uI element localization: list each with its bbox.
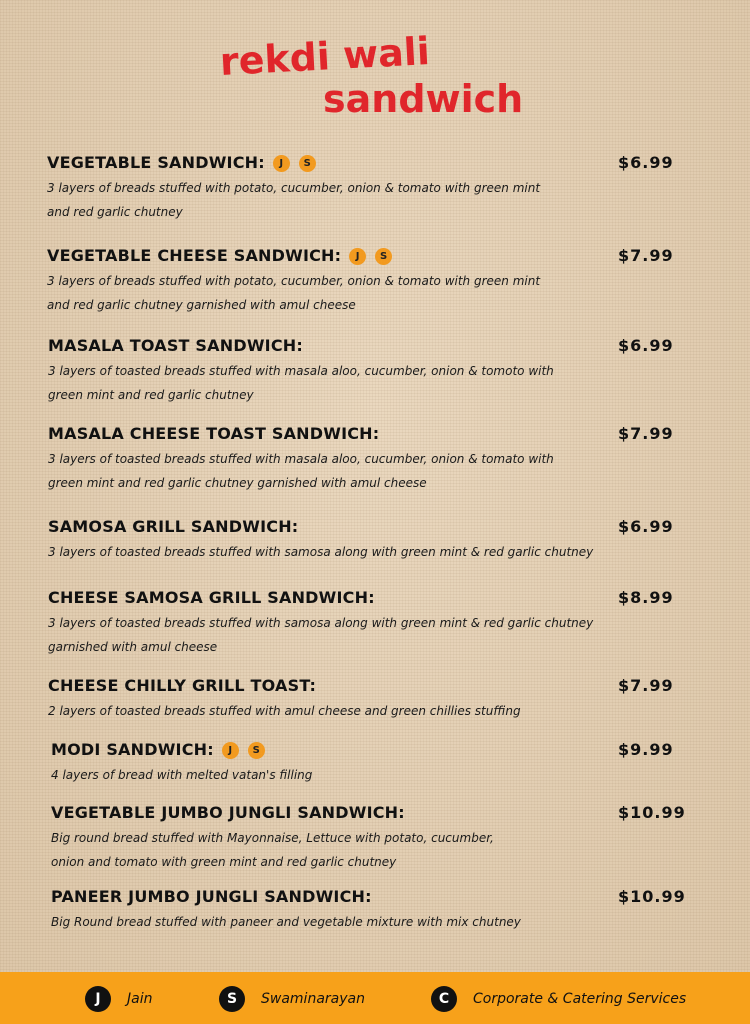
description-line: onion and tomato with green mint and red garlic chutney xyxy=(51,855,397,869)
menu-item xyxy=(48,424,688,495)
title-line-1: rekdi wali xyxy=(218,29,431,84)
item-name xyxy=(48,424,688,444)
jain-icon: J xyxy=(85,986,111,1012)
item-name-text: SAMOSA GRILL SANDWICH: xyxy=(48,517,299,536)
jain-badge-icon: J xyxy=(273,155,290,172)
legend-label: Swaminarayan xyxy=(261,991,365,1007)
item-price: $6.99 xyxy=(618,153,674,172)
item-description xyxy=(48,540,638,564)
description-line: 2 layers of toasted breads stuffed with amul cheese and green chillies stuffing xyxy=(48,704,521,718)
menu-item xyxy=(48,588,688,659)
item-name xyxy=(48,676,688,696)
item-price: $10.99 xyxy=(618,887,686,906)
description-line: garnished with amul cheese xyxy=(48,640,218,654)
item-name-text: MASALA CHEESE TOAST SANDWICH: xyxy=(48,424,380,443)
swaminarayan-badge-icon: S xyxy=(248,742,265,759)
legend-jain xyxy=(85,986,152,1012)
item-name-text: CHEESE CHILLY GRILL TOAST: xyxy=(48,676,317,695)
item-name xyxy=(48,517,688,537)
item-name xyxy=(47,246,688,266)
swaminarayan-badge-icon: S xyxy=(299,155,316,172)
item-name-text: MODI SANDWICH: xyxy=(51,740,214,759)
legend-label: Jain xyxy=(127,991,153,1007)
description-line: 4 layers of bread with melted vatan's filling xyxy=(51,768,313,782)
item-name-text: VEGETABLE JUMBO JUNGLI SANDWICH: xyxy=(51,803,405,822)
item-description xyxy=(47,269,637,317)
menu-item xyxy=(47,246,688,317)
swaminarayan-badge-icon: S xyxy=(375,248,392,265)
menu-item xyxy=(47,153,688,224)
jain-badge-icon: J xyxy=(222,742,239,759)
catering-icon: C xyxy=(431,986,457,1012)
description-line: Big round bread stuffed with Mayonnaise, Lettuce with potato, cucumber, xyxy=(51,831,494,845)
legend-label: Corporate & Catering Services xyxy=(473,991,687,1007)
item-name xyxy=(51,887,688,907)
item-description xyxy=(48,611,638,659)
item-name-text: VEGETABLE CHEESE SANDWICH: xyxy=(47,246,342,265)
item-name xyxy=(51,740,688,760)
description-line: 3 layers of toasted breads stuffed with masala aloo, cucumber, onion & tomoto with xyxy=(48,364,554,378)
item-description xyxy=(47,176,637,224)
description-line: green mint and red garlic chutney xyxy=(48,388,254,402)
item-name-text: CHEESE SAMOSA GRILL SANDWICH: xyxy=(48,588,375,607)
item-description xyxy=(48,359,638,407)
item-name xyxy=(47,153,688,173)
description-line: 3 layers of toasted breads stuffed with masala aloo, cucumber, onion & tomato with xyxy=(48,452,554,466)
swaminarayan-icon: S xyxy=(219,986,245,1012)
item-name xyxy=(48,336,688,356)
item-name-text: MASALA TOAST SANDWICH: xyxy=(48,336,303,355)
menu-item xyxy=(48,676,688,723)
item-price: $7.99 xyxy=(618,676,674,695)
description-line: Big Round bread stuffed with paneer and vegetable mixture with mix chutney xyxy=(51,915,521,929)
legend-swaminarayan xyxy=(219,986,365,1012)
item-description xyxy=(48,447,638,495)
item-price: $9.99 xyxy=(618,740,674,759)
item-price: $8.99 xyxy=(618,588,674,607)
item-description xyxy=(48,699,638,723)
description-line: 3 layers of toasted breads stuffed with samosa along with green mint & red garlic chutney xyxy=(48,545,594,559)
menu-item xyxy=(48,517,688,564)
item-price: $7.99 xyxy=(618,246,674,265)
item-price: $7.99 xyxy=(618,424,674,443)
legend-bar xyxy=(0,972,750,1024)
item-name-text: PANEER JUMBO JUNGLI SANDWICH: xyxy=(51,887,372,906)
description-line: green mint and red garlic chutney garnished with amul cheese xyxy=(48,476,427,490)
description-line: 3 layers of breads stuffed with potato, cucumber, onion & tomato with green mint xyxy=(47,274,541,288)
description-line: 3 layers of toasted breads stuffed with samosa along with green mint & red garlic chutney xyxy=(48,616,594,630)
item-price: $6.99 xyxy=(618,517,674,536)
menu-item xyxy=(51,740,688,787)
legend-catering xyxy=(431,986,686,1012)
menu-item xyxy=(51,803,688,874)
item-name xyxy=(51,803,688,823)
item-price: $10.99 xyxy=(618,803,686,822)
item-name-text: VEGETABLE SANDWICH: xyxy=(47,153,265,172)
description-line: and red garlic chutney xyxy=(47,205,183,219)
description-line: 3 layers of breads stuffed with potato, cucumber, onion & tomato with green mint xyxy=(47,181,541,195)
item-description xyxy=(51,826,641,874)
item-name xyxy=(48,588,688,608)
menu-item xyxy=(51,887,688,934)
menu-item xyxy=(48,336,688,407)
jain-badge-icon: J xyxy=(349,248,366,265)
item-price: $6.99 xyxy=(618,336,674,355)
title-line-2: sandwich xyxy=(323,77,524,121)
item-description xyxy=(51,763,641,787)
description-line: and red garlic chutney garnished with amul cheese xyxy=(47,298,356,312)
item-description xyxy=(51,910,641,934)
